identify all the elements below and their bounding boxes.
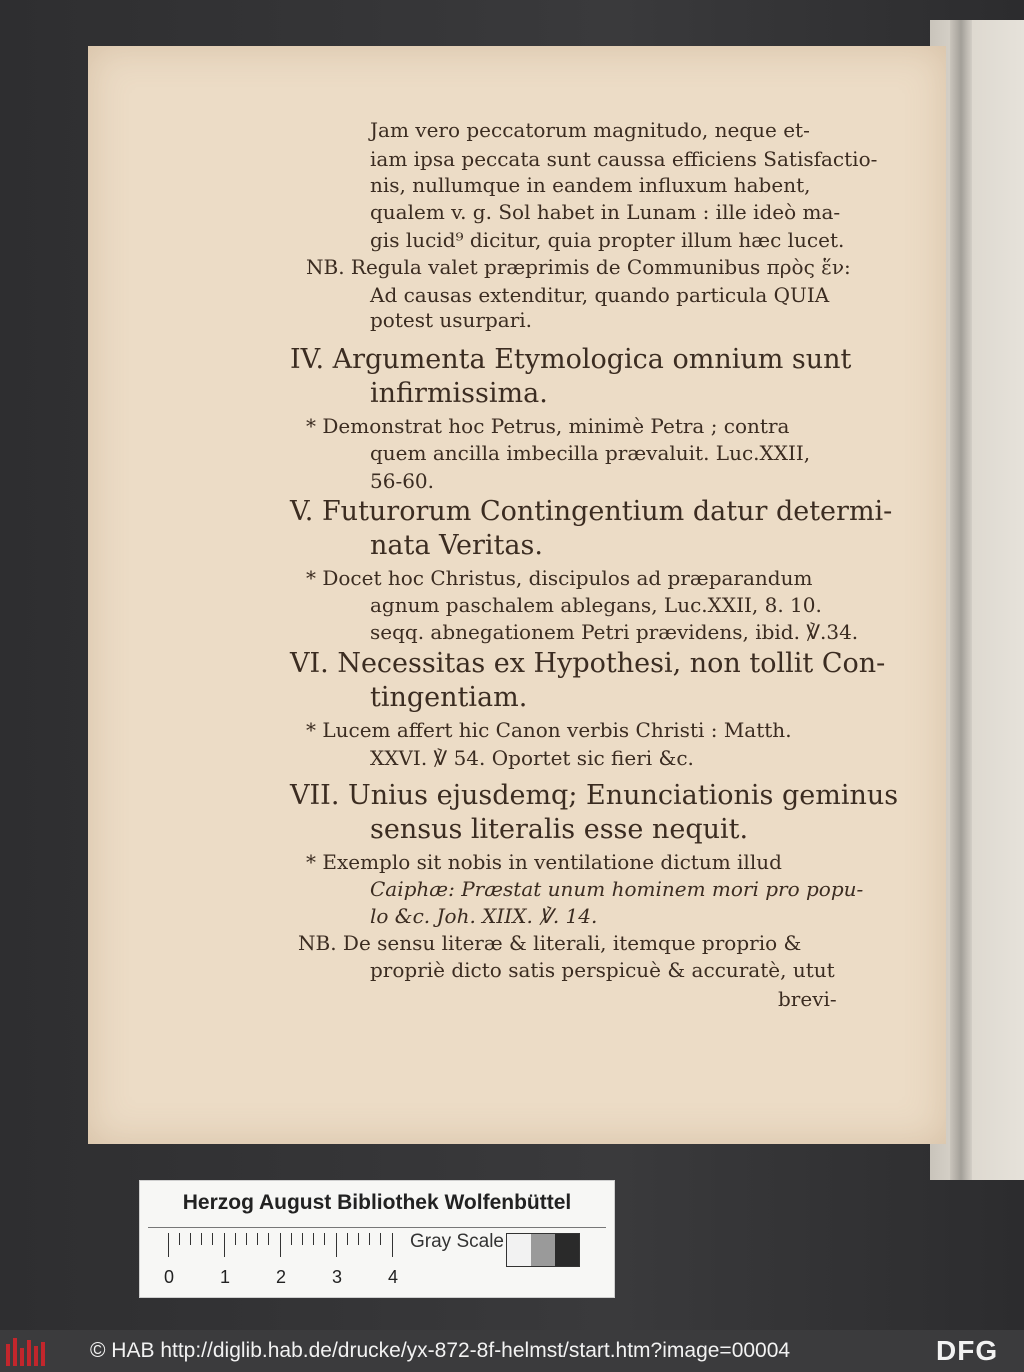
text-line: propriè dicto satis perspicuè & accuratè, utut xyxy=(370,958,835,982)
rule-heading: V. Futurorum Contingentium datur determi- xyxy=(290,496,893,527)
ruler-tick xyxy=(347,1233,348,1245)
ruler-number: 2 xyxy=(276,1267,287,1287)
ruler-tick xyxy=(336,1233,337,1257)
ruler-number: 4 xyxy=(388,1267,399,1287)
ruler-tick xyxy=(380,1233,381,1245)
text-line: 56-60. xyxy=(370,469,435,493)
text-line: * Lucem affert hic Canon verbis Christi : Matth. xyxy=(306,718,792,742)
text-line: quem ancilla imbecilla prævaluit. Luc.XXII, xyxy=(370,441,811,465)
text-line: * Docet hoc Christus, discipulos ad præparandum xyxy=(306,566,813,590)
color-calibration-bar xyxy=(139,1180,615,1298)
rule-heading: tingentiam. xyxy=(370,682,528,713)
text-line: seqq. abnegationem Petri prævidens, ibid. ℣.34. xyxy=(370,620,859,644)
ruler-tick xyxy=(313,1233,314,1245)
ruler-tick xyxy=(201,1233,202,1245)
text-line: NB. Regula valet præprimis de Communibus πρὸς ἕν: xyxy=(306,255,851,279)
ruler-tick xyxy=(190,1233,191,1245)
ruler-number: 3 xyxy=(332,1267,343,1287)
ruler-number: 0 xyxy=(164,1267,175,1287)
ruler-ticks xyxy=(168,1233,398,1259)
rule-heading: VI. Necessitas ex Hypothesi, non tollit Con- xyxy=(290,648,886,679)
hab-logo-icon xyxy=(6,1336,46,1366)
text-line: iam ipsa peccata sunt caussa efficiens Satisfactio- xyxy=(370,147,878,171)
text-line: Ad causas extenditur, quando particula QUIA xyxy=(370,283,830,307)
gray-scale-swatches xyxy=(506,1233,580,1267)
ruler-number: 1 xyxy=(220,1267,231,1287)
ruler-tick xyxy=(235,1233,236,1245)
book-page xyxy=(88,46,946,1144)
text-line: NB. De sensu literæ & literali, itemque proprio & xyxy=(298,931,802,955)
text-line: XXVI. ℣ 54. Oportet sic fieri &c. xyxy=(370,746,694,770)
gray-scale-label: Gray Scale xyxy=(410,1231,504,1252)
page-text xyxy=(88,46,946,1144)
ruler-tick xyxy=(358,1233,359,1245)
text-line: Caiphæ: Præstat unum hominem mori pro popu- xyxy=(370,877,864,901)
text-line: * Exemplo sit nobis in ventilatione dictum illud xyxy=(306,850,782,874)
text-line: potest usurpari. xyxy=(370,308,533,332)
text-line: lo &c. Joh. XIIX. ℣. 14. xyxy=(370,904,598,928)
text-line: qualem v. g. Sol habet in Lunam : ille ideò ma- xyxy=(370,200,841,224)
ruler-tick xyxy=(280,1233,281,1257)
rule-heading: IV. Argumenta Etymologica omnium sunt xyxy=(290,344,852,375)
ruler-tick xyxy=(268,1233,269,1245)
ruler-line xyxy=(148,1227,606,1228)
rule-heading: sensus literalis esse nequit. xyxy=(370,814,749,845)
spine-shadow xyxy=(950,20,972,1180)
swatch-mid xyxy=(531,1234,555,1266)
rule-heading: infirmissima. xyxy=(370,378,548,409)
text-line: agnum paschalem ablegans, Luc.XXII, 8. 10. xyxy=(370,593,822,617)
ruler-tick xyxy=(224,1233,225,1257)
rule-heading: nata Veritas. xyxy=(370,530,543,561)
ruler-tick xyxy=(212,1233,213,1245)
viewer-footer xyxy=(0,1330,1024,1372)
swatch-dark xyxy=(555,1234,579,1266)
dfg-logo: DFG xyxy=(936,1335,999,1366)
ruler-tick xyxy=(168,1233,169,1257)
ruler-tick xyxy=(369,1233,370,1245)
text-line: Jam vero peccatorum magnitudo, neque et- xyxy=(370,118,810,142)
text-line: gis lucid⁹ dicitur, quia propter illum hæc lucet. xyxy=(370,228,845,252)
ruler-tick xyxy=(179,1233,180,1245)
ruler-tick xyxy=(257,1233,258,1245)
text-line: * Demonstrat hoc Petrus, minimè Petra ; contra xyxy=(306,414,790,438)
ruler-tick xyxy=(246,1233,247,1245)
ruler-tick xyxy=(291,1233,292,1245)
ruler-tick xyxy=(392,1233,393,1257)
source-url-link[interactable]: © HAB http://diglib.hab.de/drucke/yx-872-8f-helmst/start.htm?image=00004 xyxy=(90,1339,791,1362)
rule-heading: VII. Unius ejusdemq; Enunciationis geminus xyxy=(290,780,899,811)
ruler-tick xyxy=(324,1233,325,1245)
catchword: brevi- xyxy=(778,987,837,1011)
swatch-light xyxy=(507,1234,531,1266)
library-name: Herzog August Bibliothek Wolfenbüttel xyxy=(182,1191,572,1214)
ruler-tick xyxy=(302,1233,303,1245)
text-line: nis, nullumque in eandem influxum habent, xyxy=(370,173,811,197)
